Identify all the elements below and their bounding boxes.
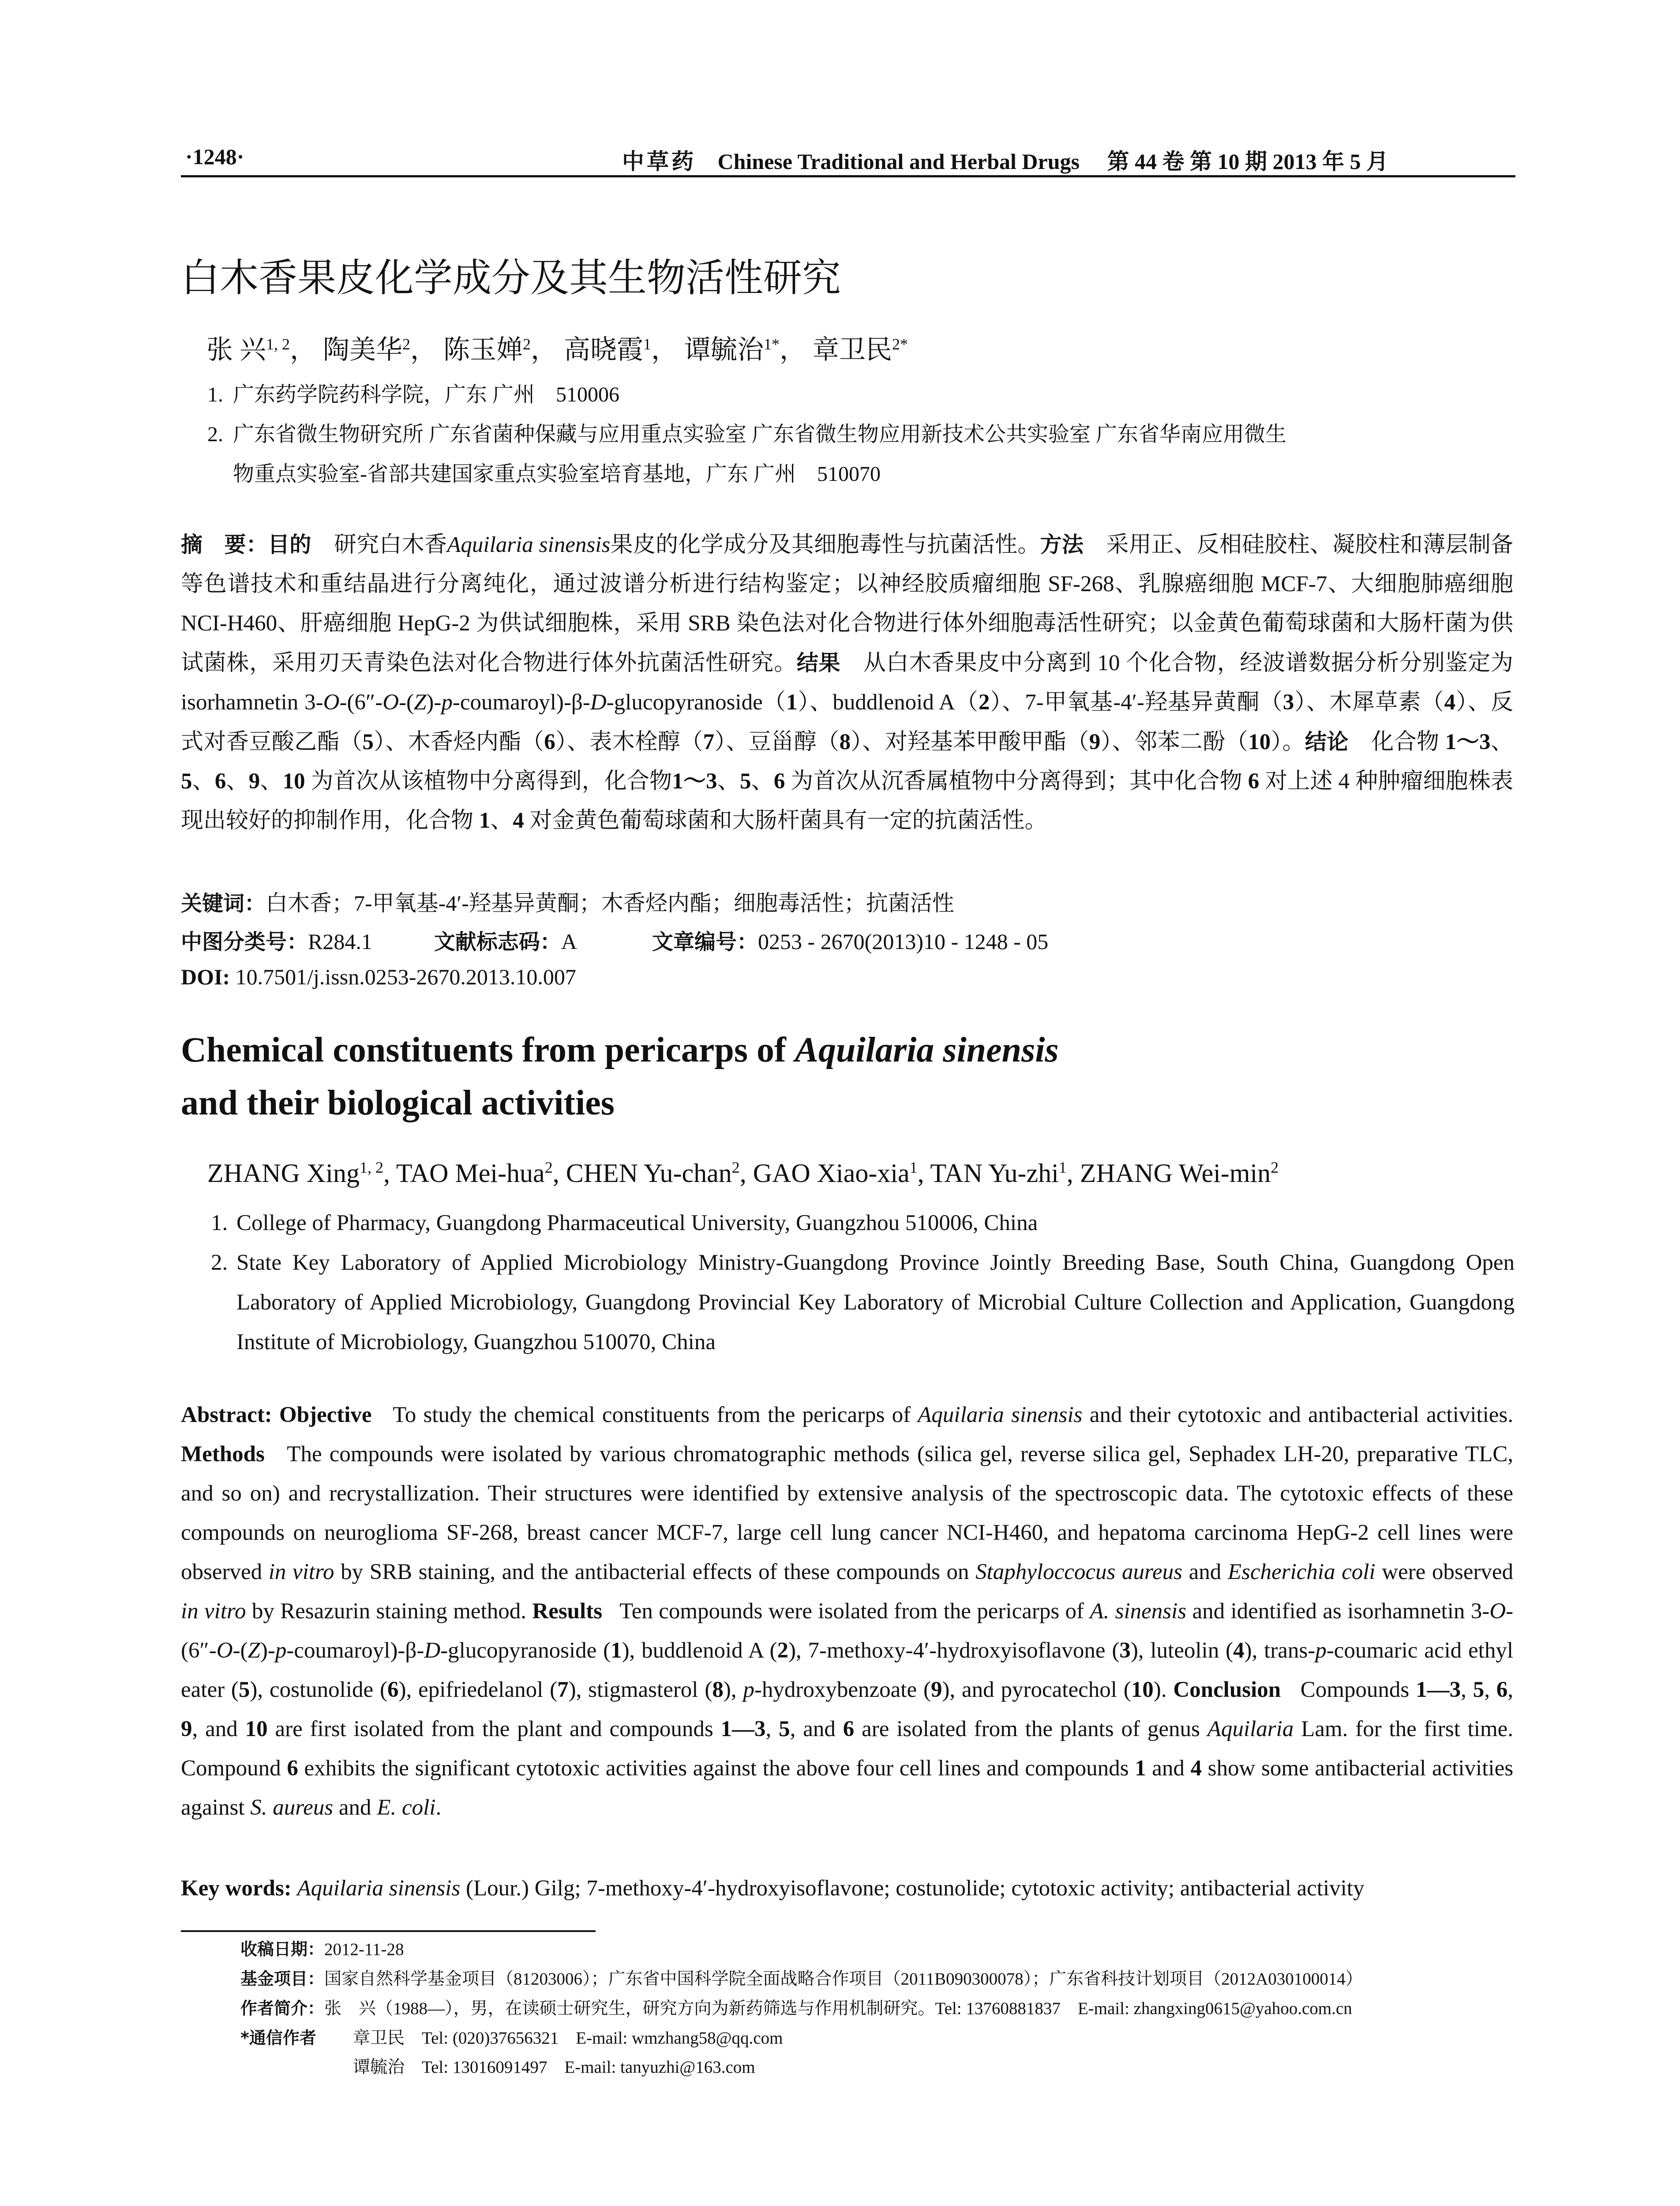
compound-number: 9 [248,769,260,794]
results-text: ）、邻苯二酚（ [1100,730,1249,754]
author-name: TAO Mei-hua [396,1159,545,1188]
objective-text: To study the chemical constituents from the pericarps of [393,1403,911,1427]
document-code-label: 文献标志码： [434,930,561,954]
author-affiliation-mark: 1 [1058,1159,1067,1176]
species-name: Staphyloccocus aureus [975,1560,1182,1584]
keywords-label: 关键词： [181,891,266,916]
results-text: -(6″- [339,690,383,715]
species-name: S. aureus [250,1795,334,1820]
results-text: -glucopyranoside（ [606,690,786,715]
compound-number: 1 [611,1638,622,1663]
affiliation-text-continued: 物重点实验室-省部共建国家重点实验室培育基地，广东 广州 510070 [233,462,881,486]
conclusion-text: 为首次从该植物中分离得到，化合物 [311,769,672,794]
compound-number: 6 [843,1717,855,1741]
italic-token: D [424,1638,441,1663]
italic-token: Z [414,690,427,715]
author-name: 陈玉婵 [443,335,523,364]
results-text: -coumaroyl)-β- [286,1638,424,1663]
compound-number: 5 [238,1677,250,1702]
conclusion-text: Lam. for the first time. Compound [181,1717,1514,1781]
results-text: -( [399,690,414,715]
corresponding-author-note [240,2023,1520,2053]
author-affiliation-mark: 1 [643,335,651,353]
clc-value: R284.1 [308,929,372,954]
author-affiliation-mark: 1, 2 [266,335,290,353]
results-text: ）、7-甲氧基-4′-羟基异黄酮（ [990,690,1283,715]
chinese-affiliation-2 [207,415,1513,494]
doi-label: DOI: [181,964,230,989]
author-affiliation-mark: 1* [764,335,780,353]
results-text: ）、反式对香豆酸乙酯（ [181,690,1514,754]
conclusion-text: Compounds [1300,1677,1410,1702]
conclusion-text: 对金黄色葡萄球菌和大肠杆菌具有一定的抗菌活性。 [529,808,1047,833]
compound-number: 5 [362,730,374,754]
chinese-keywords [181,885,954,917]
compound-number: 4 [1444,690,1456,715]
author-affiliation-mark: 2 [523,335,531,353]
author-name: GAO Xiao-xia [753,1159,910,1188]
methods-text: 采用正、反相硅胶柱、凝胶柱和薄层制备等色谱技术和重结晶进行分离纯化，通过波谱分析进行结构鉴定；以神经胶质瘤细胞 SF-268、乳腺癌细胞 MCF-7、大细胞肺癌细胞 NCI-H460、肝癌细胞 HepG-2 为供试细胞株，采用 SRB 染色法对化合物进行体外细胞毒活性研究；以金黄色葡萄球菌和大肠杆菌为供试菌株，采用刃天青染色法对化合物进行体外抗菌活性研究。 [181,533,1513,675]
italic-token: p [743,1677,754,1702]
author-affiliation-mark: 2 [402,335,410,353]
compound-number: 4 [513,808,524,833]
english-author-list: ZHANG Xing$^{1, 2}$, TAO Mei-hua$^2$, CHEN Yu-chan$^2$, GAO Xiao-xia$^1$, TAN Yu-zhi$^1$, ZHANG Wei-$\min^2$ [207,1159,1279,1188]
doi-link[interactable]: 10.7501/j.issn.0253-2670.2013.10.007 [235,964,576,989]
results-text: ), buddlenoid A ( [622,1638,777,1663]
results-text: )- [260,1638,275,1663]
results-text: ), costunolide ( [250,1677,387,1702]
methods-text: were observed [1382,1560,1514,1584]
document-code-value: A [561,929,577,954]
article-number-label: 文章编号： [652,930,758,954]
results-text: ), trans- [1244,1638,1316,1663]
classification-line [181,925,1048,955]
results-text: ）、对羟基苯甲酸甲酯（ [851,730,1089,754]
author-affiliation-mark: 2* [892,335,908,353]
running-header [181,142,1515,177]
english-affiliation-1 [211,1203,1515,1243]
conclusion-text: 对上述 4 种肿瘤细胞株表现出较好的抑制作用，化合物 [181,769,1514,833]
compound-number: 4 [1190,1756,1202,1781]
keywords-text: 白木香；7-甲氧基-4′-羟基异黄酮；木香烃内酯；细胞毒活性；抗菌活性 [266,891,954,915]
keywords-species: Aquilaria sinensis [297,1876,461,1901]
compound-number: 10 [1248,730,1271,754]
separator: 、 [260,769,283,794]
results-text: ）、表木栓醇（ [555,730,703,754]
compound-number: 10 [1131,1677,1154,1702]
conclusion-text: 化合物 [1371,730,1440,754]
corresponding-author-1: 章卫民 Tel: (020)37656321 E-mail: wmzhang58@qq.com [353,2029,783,2048]
results-text: ）、豆甾醇（ [714,730,840,754]
results-label: Results [532,1599,603,1624]
results-text: ）。 [1271,730,1305,754]
corresponding-author-2: 谭毓治 Tel: 13016091497 E-mail: tanyuzhi@163.com [353,2058,755,2077]
author-name: 章卫民 [813,335,892,364]
english-keywords [181,1876,1364,1901]
journal-name-en: Chinese Traditional and Herbal Drugs [717,149,1080,174]
author-affiliation-mark: 2 [1271,1159,1279,1176]
separator: 、 [717,769,740,794]
abstract-objective-label: Abstract: Objective [181,1403,372,1427]
funding-text: 国家自然科学基金项目（81203006）；广东省中国科学院全面战略合作项目（2011B090300078）；广东省科技计划项目（2012A030100014） [324,1970,1363,1988]
results-text: ）、木香烃内酯（ [373,730,544,754]
italic-token: D [590,690,607,715]
methods-label: Methods [181,1442,265,1467]
conclusion-label: 结论 [1305,729,1349,754]
author-name: 谭毓治 [684,335,764,364]
affiliation-text: 广东省微生物研究所 广东省菌种保藏与应用重点实验室 广东省微生物应用新技术公共实验室 广东省华南应用微生 [233,423,1287,446]
conclusion-text: are first isolated from the plant and compounds [275,1717,713,1741]
results-text: -coumaric acid ethyl eater ( [181,1638,1513,1702]
doi-line [181,964,576,990]
author-name: ZHANG Wei-min [1080,1159,1271,1188]
compound-number: 3 [1119,1638,1131,1663]
results-text: ), stigmasterol ( [568,1677,712,1702]
compound-number: 6 [544,730,555,754]
compound-number: 1～3 [672,769,717,794]
objective-text: 研究白木香 [334,533,447,557]
results-text: )- [426,690,442,715]
results-text: ), luteolin ( [1130,1638,1234,1663]
italic-token: O [1489,1599,1506,1624]
results-text: -hydroxybenzoate ( [754,1677,931,1702]
methods-text: by Resazurin staining method. [251,1599,526,1624]
author-name: TAN Yu-zhi [930,1159,1059,1188]
conclusion-text: are isolated from the plants of genus [862,1717,1200,1741]
italic-token: in vitro [181,1599,246,1624]
received-label: 收稿日期： [240,1940,325,1959]
english-affiliation-2 [211,1243,1515,1362]
funding-label: 基金项目： [240,1969,325,1988]
separator: 、 [226,769,249,794]
keywords-label: Key words: [181,1876,292,1901]
article-number-value: 0253 - 2670(2013)10 - 1248 - 05 [758,929,1049,954]
journal-name-cn: 中草药 [622,149,696,174]
compound-number: 8 [839,730,851,754]
separator: 、 [490,808,513,833]
species-name: Escherichia coli [1227,1560,1376,1584]
funding-note [240,1964,1520,1994]
objective-text: 果皮的化学成分及其细胞毒性与抗菌活性。 [610,533,1040,557]
compound-number: 1 [479,808,491,833]
compound-number: 1 [1135,1756,1146,1781]
separator: 、 [751,769,774,794]
chinese-author-list: 张 兴$^{1, 2}$， 陶美华$^2$， 陈玉婵$^2$， 高晓霞$^1$， 谭毓治$^{1*}$， 章卫民$^{2*}$ [206,335,908,364]
species-name: A. sinensis [1090,1599,1187,1624]
italic-token: p [441,690,453,715]
compound-number: 5 [740,769,751,794]
results-text: ), and pyrocatechol ( [942,1677,1131,1702]
affiliation-number: 1. [211,1211,228,1235]
author-bio-label: 作者简介： [240,1999,325,2018]
english-title-text: and their biological activities [181,1084,615,1122]
italic-token: O [382,690,399,715]
compound-number: 9 [1089,730,1101,754]
clc-label: 中图分类号： [181,930,308,954]
corresponding-label: *通信作者 [240,2028,316,2048]
compound-number: 6 [773,769,785,794]
compound-number: 7 [557,1677,569,1702]
results-text: ）、木犀草素（ [1294,690,1444,715]
journal-line [622,144,1388,176]
results-text: ）、buddlenoid A（ [797,690,979,715]
results-text: -(6″- [181,1599,1514,1663]
footnote-divider [181,1930,596,1932]
keywords-text: (Lour.) Gilg; 7-methoxy-4′-hydroxyisoflavone; costunolide; cytotoxic activity; antibacterial activity [466,1876,1365,1901]
objective-text: and their cytotoxic and antibacterial activities. [1089,1403,1513,1427]
results-text: 从白木香果皮中分离到 10 个化合物，经波谱数据分析分别鉴定为 isorhamnetin 3- [181,651,1513,715]
methods-text: The compounds were isolated by various chromatographic methods (silica gel, reverse silica gel, Sephadex LH-20, preparative TLC, and so on) and recrystallization. Their structures were identified by extensive analysis of the spectroscopic data. The cytotoxic effects of these compounds on neuroglioma SF-268, breast cancer MCF-7, large cell lung cancer NCI-H460, and hepatoma carcinoma HepG-2 cell lines were observed [181,1442,1513,1584]
results-text: -( [232,1638,248,1663]
conclusion-text: exhibits the significant cytotoxic activities against the above four cell lines and compounds [304,1756,1129,1781]
author-name: 张 兴 [206,335,266,364]
compound-number: 7 [703,730,715,754]
affiliation-text: State Key Laboratory of Applied Microbiology Ministry-Guangdong Province Jointly Breeding Base, South China, Guangdong Open Laboratory of Applied Microbiology, Guangdong Provincial Key Laboratory of Microbial Culture Collection and Application, Guangdong Institute of Microbiology, Guangzhou 510070, China [236,1250,1515,1354]
received-date-note [240,1935,1520,1964]
compound-number: 10 [245,1717,268,1741]
results-text: ). [1153,1677,1167,1702]
results-text: -glucopyranoside ( [440,1638,611,1663]
compound-number: 10 [282,769,305,794]
compound-number: 5 [779,1717,790,1741]
author-affiliation-mark: 2 [731,1159,740,1176]
author-bio-note [240,1994,1520,2023]
affiliation-number: 2. [211,1250,228,1275]
chinese-abstract [181,525,1513,840]
italic-token: p [275,1638,287,1663]
conclusion-text: 为首次从沉香属植物中分离得到；其中化合物 [791,769,1242,794]
author-affiliation-mark: 1, 2 [359,1159,383,1176]
results-text: ), [723,1677,743,1702]
compound-number: 6 [387,1677,399,1702]
compound-number: 6 [214,769,226,794]
compound-number: 3 [1282,690,1294,715]
page-number: ·1248· [185,144,244,169]
italic-token: O [323,690,340,715]
compound-number: 1—3 [1416,1677,1461,1702]
author-affiliation-mark: 1 [909,1159,918,1176]
chinese-title: 白木香果皮化学成分及其生物活性研究 [181,255,841,300]
italic-token: in vitro [268,1560,334,1584]
italic-token: O [216,1638,233,1663]
results-text: ), epifriedelanol ( [398,1677,558,1702]
english-title-text: Chemical constituents from pericarps of [181,1031,786,1069]
methods-text: by SRB staining, and the antibacterial effects of these compounds on [341,1560,969,1584]
affiliation-text: 广东药学院药科学院，广东 广州 510006 [233,383,620,406]
results-text: Ten compounds were isolated from the pericarps of [619,1599,1084,1624]
methods-text: and [1189,1560,1222,1584]
affiliation-number: 1. [207,383,223,406]
separator: 、 [1490,730,1513,754]
italic-token: Z [248,1638,260,1663]
compound-number: 5 [181,769,192,794]
italic-token: p [1315,1638,1327,1663]
species-name: Aquilaria sinensis [918,1403,1083,1427]
compound-number: 5 [1473,1677,1485,1702]
compound-number: 9 [181,1717,192,1741]
results-text: -coumaroyl)-β- [452,690,590,715]
author-name: 高晓霞 [564,335,643,364]
compound-number: 4 [1233,1638,1245,1663]
compound-number: 1—3 [720,1717,766,1741]
conclusion-text: show some antibacterial activities against [181,1756,1514,1820]
compound-number: 6 [1496,1677,1508,1702]
affiliation-text: College of Pharmacy, Guangdong Pharmaceutical University, Guangzhou 510006, China [236,1211,1038,1235]
conclusion-label: Conclusion [1173,1677,1281,1702]
compound-number: 6 [1248,769,1260,794]
species-name: E. coli [377,1795,436,1820]
conclusion-text: . [435,1795,442,1820]
journal-issue: 第 44 卷 第 10 期 2013 年 5 月 [1107,149,1388,174]
english-title [181,1024,1504,1129]
genus-name: Aquilaria [1207,1717,1294,1741]
footnotes [240,1935,1520,2082]
compound-number: 2 [978,690,990,715]
author-name: CHEN Yu-chan [566,1159,732,1188]
received-date: 2012-11-28 [324,1940,404,1959]
english-abstract: Abstract: Objective To study the chemical constituents from the pericarps of Aquilaria sinensis and their cytotoxic and antibacterial activities. Methods The compounds were isolated by various chromatographic methods (silica gel, reverse silica gel, Sephadex LH-20, preparative TLC, and so on) and recrystallization. Their structures were identified by extensive analysis of the spectroscopic data. The cytotoxic effects of these compounds on neuroglioma SF-268, breast cancer MCF-7, large cell lung cancer NCI-H460, and hepatoma carcinoma HepG-2 cell lines were observed in vitro by SRB staining, and the antibacterial effects of these compounds on Staphyloccocus aureus and Escherichia coli were observed in vitro by Resazurin staining method. Results Ten compounds were isolated from the pericarps of A. sinensis and identified as isorhamnetin 3-O-(6″-O-(Z)-p-coumaroyl)-β-D-glucopyranoside (1), buddlenoid A (2), 7-methoxy-4′-hydroxyisoflavone (3), luteolin (4), trans-p-coumaric acid ethyl eater (5), costunolide (6), epifriedelanol (7), stigmasterol (8), p-hydroxybenzoate (9), and pyrocatechol (10). Conclusion Compounds 1—3, 5, 6, 9, and 10 are first isolated from the plant and compounds 1—3, 5, and 6 are isolated from the plants of genus Aquilaria Lam. for the first time. Compound 6 exhibits the significant cytotoxic activities against the above four cell lines and compounds 1 and 4 show some antibacterial activities against S. aureus and E. coli. [181,1403,1514,1820]
compound-number: 1～3 [1445,730,1491,754]
results-text: ), 7-methoxy-4′-hydroxyisoflavone ( [788,1638,1120,1663]
separator: 、 [192,769,215,794]
compound-number: 9 [930,1677,942,1702]
compound-number: 8 [712,1677,724,1702]
author-name: 陶美华 [323,335,402,364]
author-bio-text: 张 兴（1988—），男，在读硕士研究生，研究方向为新药筛选与作用机制研究。Tel: 13760881837 E-mail: zhangxing0615@yahoo.com.cn [324,1999,1352,2018]
compound-number: 2 [777,1638,788,1663]
compound-number: 6 [287,1756,298,1781]
objective-label: 目的 [268,532,311,557]
affiliation-number: 2. [207,423,223,446]
species-name: Aquilaria sinensis [447,533,611,557]
abstract-label: 摘 要： [181,532,268,557]
results-label: 结果 [796,650,841,675]
author-name: ZHANG Xing [207,1159,360,1188]
compound-number: 1 [786,690,798,715]
results-text: and identified as isorhamnetin 3- [1192,1599,1490,1624]
methods-label: 方法 [1040,532,1084,557]
author-affiliation-mark: 2 [544,1159,553,1176]
english-title-species: Aquilaria sinensis [795,1031,1059,1069]
chinese-affiliation-1 [207,375,1513,415]
